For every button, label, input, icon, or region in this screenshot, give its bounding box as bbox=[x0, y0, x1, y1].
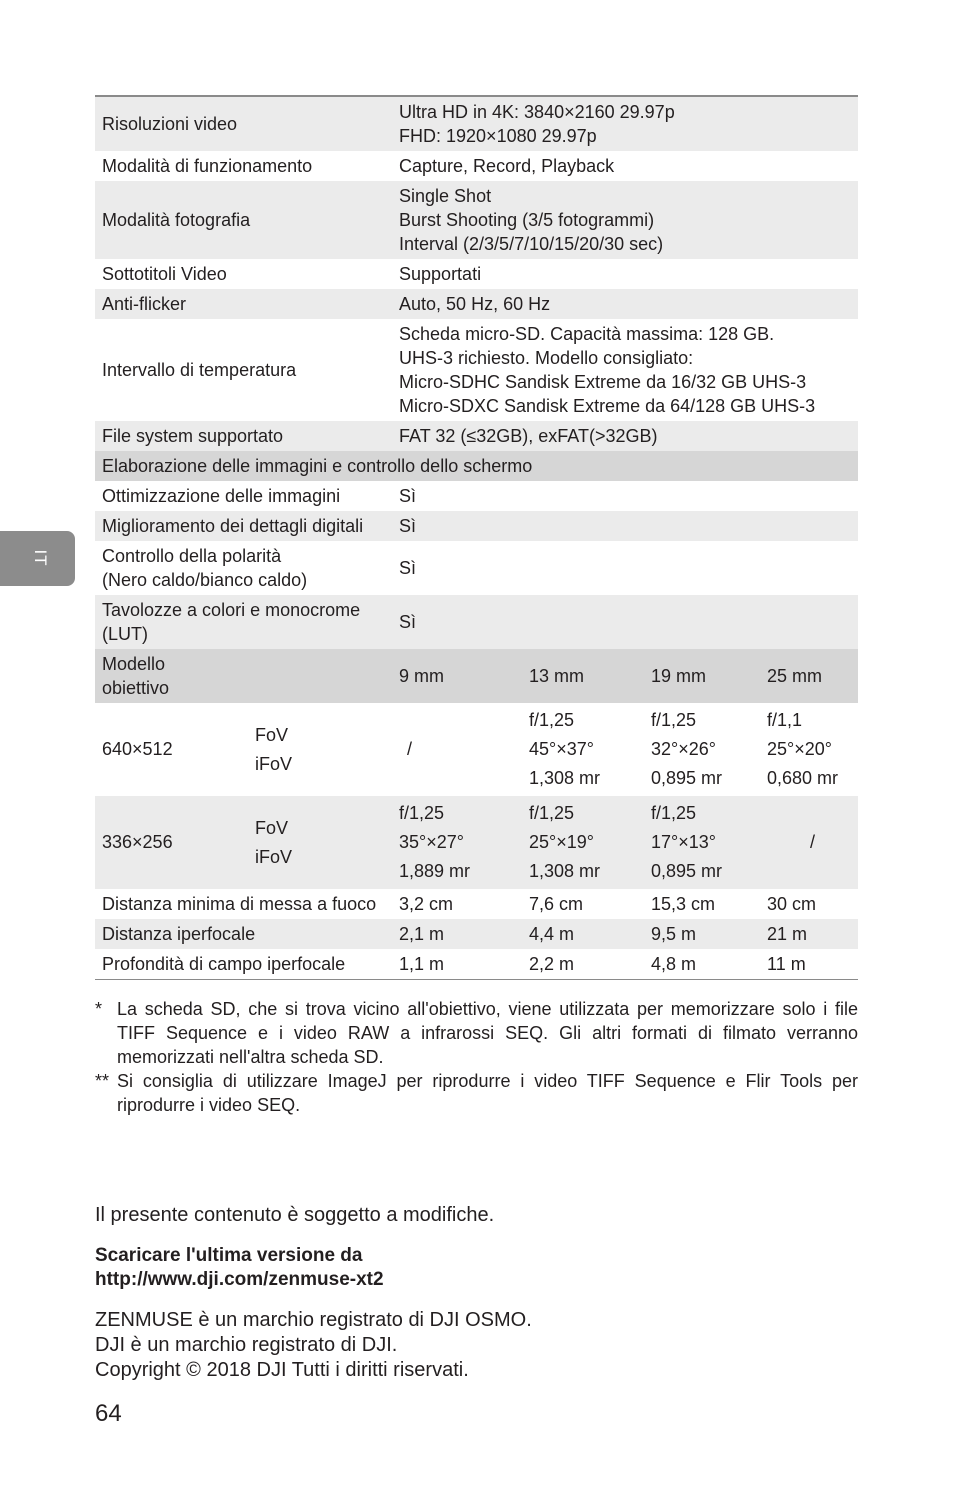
spec-value-line: Ultra HD in 4K: 3840×2160 29.97p bbox=[399, 102, 675, 122]
table-row bbox=[95, 511, 858, 541]
lens-value: 4,4 m bbox=[525, 919, 647, 949]
lens-value: 15,3 cm bbox=[651, 894, 716, 914]
lens-value-line: 17°×13° bbox=[651, 832, 716, 852]
lens-value: / bbox=[763, 796, 858, 889]
lens-value: 1,1 m bbox=[399, 954, 445, 974]
lens-value-line: 1,889 mr bbox=[399, 861, 471, 881]
lens-column-19mm: 19 mm bbox=[647, 649, 763, 703]
lens-value-line: 0,895 mr bbox=[651, 861, 723, 881]
spec-value: Capture, Record, Playback bbox=[399, 156, 615, 176]
trademark-line: DJI è un marchio registrato di DJI. bbox=[95, 1334, 398, 1356]
lens-value bbox=[395, 796, 525, 889]
spec-value-line: Interval (2/3/5/7/10/15/20/30 sec) bbox=[399, 234, 664, 254]
lens-value-line: f/1,25 bbox=[651, 710, 697, 730]
table-row bbox=[95, 481, 858, 511]
lens-header-line: Modello bbox=[102, 654, 166, 674]
spec-label-line: Controllo della polarità bbox=[102, 546, 282, 566]
spec-value-line: Micro-SDHC Sandisk Extreme da 16/32 GB UHS-3 bbox=[399, 372, 807, 392]
table-row bbox=[95, 259, 858, 289]
lens-value bbox=[763, 703, 858, 796]
lens-header-line: obiettivo bbox=[102, 678, 170, 698]
fov-labels bbox=[248, 796, 395, 889]
lens-header-row bbox=[95, 649, 858, 703]
spec-label: Intervallo di temperatura bbox=[102, 360, 297, 380]
spec-value-line: Micro-SDXC Sandisk Extreme da 64/128 GB UHS-3 bbox=[399, 396, 816, 416]
spec-value-line: Burst Shooting (3/5 fotogrammi) bbox=[399, 210, 655, 230]
footnote-mark: ** bbox=[95, 1071, 110, 1091]
language-tab-label: IT bbox=[31, 549, 50, 567]
spec-value: Sì bbox=[395, 595, 858, 649]
table-row bbox=[95, 703, 858, 796]
copyright-line: Copyright © 2018 DJI Tutti i diritti riservati. bbox=[95, 1359, 469, 1381]
download-link[interactable]: http://www.dji.com/zenmuse-xt2 bbox=[95, 1269, 384, 1290]
lens-value-line: 25°×19° bbox=[529, 832, 594, 852]
lens-value-line: 0,895 mr bbox=[651, 768, 723, 788]
spec-label: Sottotitoli Video bbox=[102, 264, 227, 284]
lens-value-line: 32°×26° bbox=[651, 739, 716, 759]
spec-value: Sì bbox=[399, 558, 417, 578]
lens-value bbox=[647, 796, 763, 889]
lens-value: 7,6 cm bbox=[529, 894, 584, 914]
lens-value-line: 45°×37° bbox=[529, 739, 594, 759]
table-row bbox=[95, 181, 858, 259]
lens-value-line: f/1,25 bbox=[651, 803, 697, 823]
spec-label-line: (Nero caldo/bianco caldo) bbox=[102, 570, 308, 590]
specifications-table bbox=[95, 95, 858, 980]
lens-value: 4,8 m bbox=[651, 954, 697, 974]
change-notice: Il presente contenuto è soggetto a modifiche. bbox=[95, 1204, 495, 1226]
spec-value-line: Scheda micro-SD. Capacità massima: 128 GB. bbox=[399, 324, 775, 344]
spec-label bbox=[95, 595, 395, 649]
lens-value: 11 m bbox=[767, 954, 806, 974]
lens-value-line: f/1,25 bbox=[399, 803, 445, 823]
lens-value: / bbox=[407, 739, 413, 759]
spec-value: Sì bbox=[399, 486, 417, 506]
spec-label: Modalità fotografia bbox=[95, 181, 395, 259]
table-row bbox=[95, 949, 858, 980]
lens-header-label bbox=[95, 649, 395, 703]
lens-value-line: 25°×20° bbox=[767, 739, 832, 759]
lens-value bbox=[525, 703, 647, 796]
lens-value bbox=[647, 703, 763, 796]
lens-value-line: f/1,25 bbox=[529, 710, 575, 730]
spec-label: Miglioramento dei dettagli digitali bbox=[95, 511, 395, 541]
section-header: Elaborazione delle immagini e controllo dello schermo bbox=[95, 451, 858, 481]
spec-label-line: Tavolozze a colori e monocrome bbox=[102, 600, 361, 620]
spec-value bbox=[395, 181, 858, 259]
spec-value: Auto, 50 Hz, 60 Hz bbox=[395, 289, 858, 319]
footnote-text: Si consiglia di utilizzare ImageJ per riprodurre i video TIFF Sequence e Flir Tools per riprodurre i video SEQ. bbox=[117, 1071, 858, 1115]
table-row bbox=[95, 96, 858, 151]
spec-label bbox=[95, 541, 395, 595]
spec-label: File system supportato bbox=[95, 421, 395, 451]
footnotes bbox=[95, 997, 858, 1117]
table-row bbox=[95, 595, 858, 649]
lens-value-line: 0,680 mr bbox=[767, 768, 839, 788]
footnote bbox=[95, 1069, 858, 1117]
lens-column-9mm: 9 mm bbox=[395, 649, 525, 703]
spec-label: Modalità di funzionamento bbox=[102, 156, 313, 176]
table-row bbox=[95, 889, 858, 919]
table-row bbox=[95, 541, 858, 595]
spec-label: Distanza iperfocale bbox=[95, 919, 395, 949]
fov-labels bbox=[248, 703, 395, 796]
footnote-text: La scheda SD, che si trova vicino all'obiettivo, viene utilizzata per memorizzare solo i file TIFF Sequence e i video RAW a infrarossi SEQ. Gli altri formati di filmato verranno memorizzati nell'altra scheda SD. bbox=[117, 999, 858, 1067]
download-info bbox=[95, 1244, 532, 1292]
trademark-info bbox=[95, 1308, 532, 1383]
footnote bbox=[95, 997, 858, 1069]
language-tab bbox=[0, 531, 75, 586]
lens-value-line: 1,308 mr bbox=[529, 768, 601, 788]
lens-column-25mm: 25 mm bbox=[763, 649, 858, 703]
lens-value: 9,5 m bbox=[647, 919, 763, 949]
table-row bbox=[95, 421, 858, 451]
spec-label-line: (LUT) bbox=[102, 624, 148, 644]
spec-label: Anti-flicker bbox=[95, 289, 395, 319]
trademark-line: ZENMUSE è un marchio registrato di DJI OSMO. bbox=[95, 1309, 532, 1331]
spec-value: Sì bbox=[395, 511, 858, 541]
ifov-label: iFoV bbox=[255, 753, 293, 774]
spec-value bbox=[395, 96, 858, 151]
resolution-label: 640×512 bbox=[102, 739, 173, 759]
spec-label: Ottimizzazione delle immagini bbox=[102, 486, 341, 506]
lens-value-line: 1,308 mr bbox=[529, 861, 601, 881]
ifov-label: iFoV bbox=[255, 846, 293, 867]
spec-value-line: Single Shot bbox=[399, 186, 492, 206]
lens-value: 2,2 m bbox=[529, 954, 575, 974]
spec-value: FAT 32 (≤32GB), exFAT(>32GB) bbox=[395, 421, 858, 451]
lens-value: 3,2 cm bbox=[399, 894, 454, 914]
download-text: Scaricare l'ultima versione da bbox=[95, 1245, 363, 1266]
table-row bbox=[95, 289, 858, 319]
section-header-row bbox=[95, 451, 858, 481]
table-row bbox=[95, 796, 858, 889]
lens-value-line: f/1,1 bbox=[767, 710, 803, 730]
lens-value: 30 cm bbox=[767, 894, 817, 914]
lens-value-line: 35°×27° bbox=[399, 832, 464, 852]
table-row bbox=[95, 151, 858, 181]
spec-value: Supportati bbox=[399, 264, 482, 284]
lens-value: 2,1 m bbox=[395, 919, 525, 949]
table-row bbox=[95, 919, 858, 949]
spec-label: Distanza minima di messa a fuoco bbox=[102, 894, 377, 914]
spec-value-line: UHS-3 richiesto. Modello consigliato: bbox=[399, 348, 694, 368]
page-number: 64 bbox=[95, 1400, 122, 1427]
fov-label: FoV bbox=[255, 817, 289, 838]
lens-value: 21 m bbox=[763, 919, 858, 949]
footnote-mark: * bbox=[95, 999, 103, 1019]
spec-label: Risoluzioni video bbox=[95, 96, 395, 151]
lens-column-13mm: 13 mm bbox=[525, 649, 647, 703]
lens-value-line: f/1,25 bbox=[529, 803, 575, 823]
fov-label: FoV bbox=[255, 724, 289, 745]
table-row bbox=[95, 319, 858, 421]
legal-section bbox=[95, 1203, 532, 1383]
spec-value bbox=[395, 319, 858, 421]
spec-label: Profondità di campo iperfocale bbox=[102, 954, 346, 974]
resolution-label: 336×256 bbox=[95, 796, 248, 889]
lens-value bbox=[525, 796, 647, 889]
spec-value-line: FHD: 1920×1080 29.97p bbox=[399, 126, 597, 146]
